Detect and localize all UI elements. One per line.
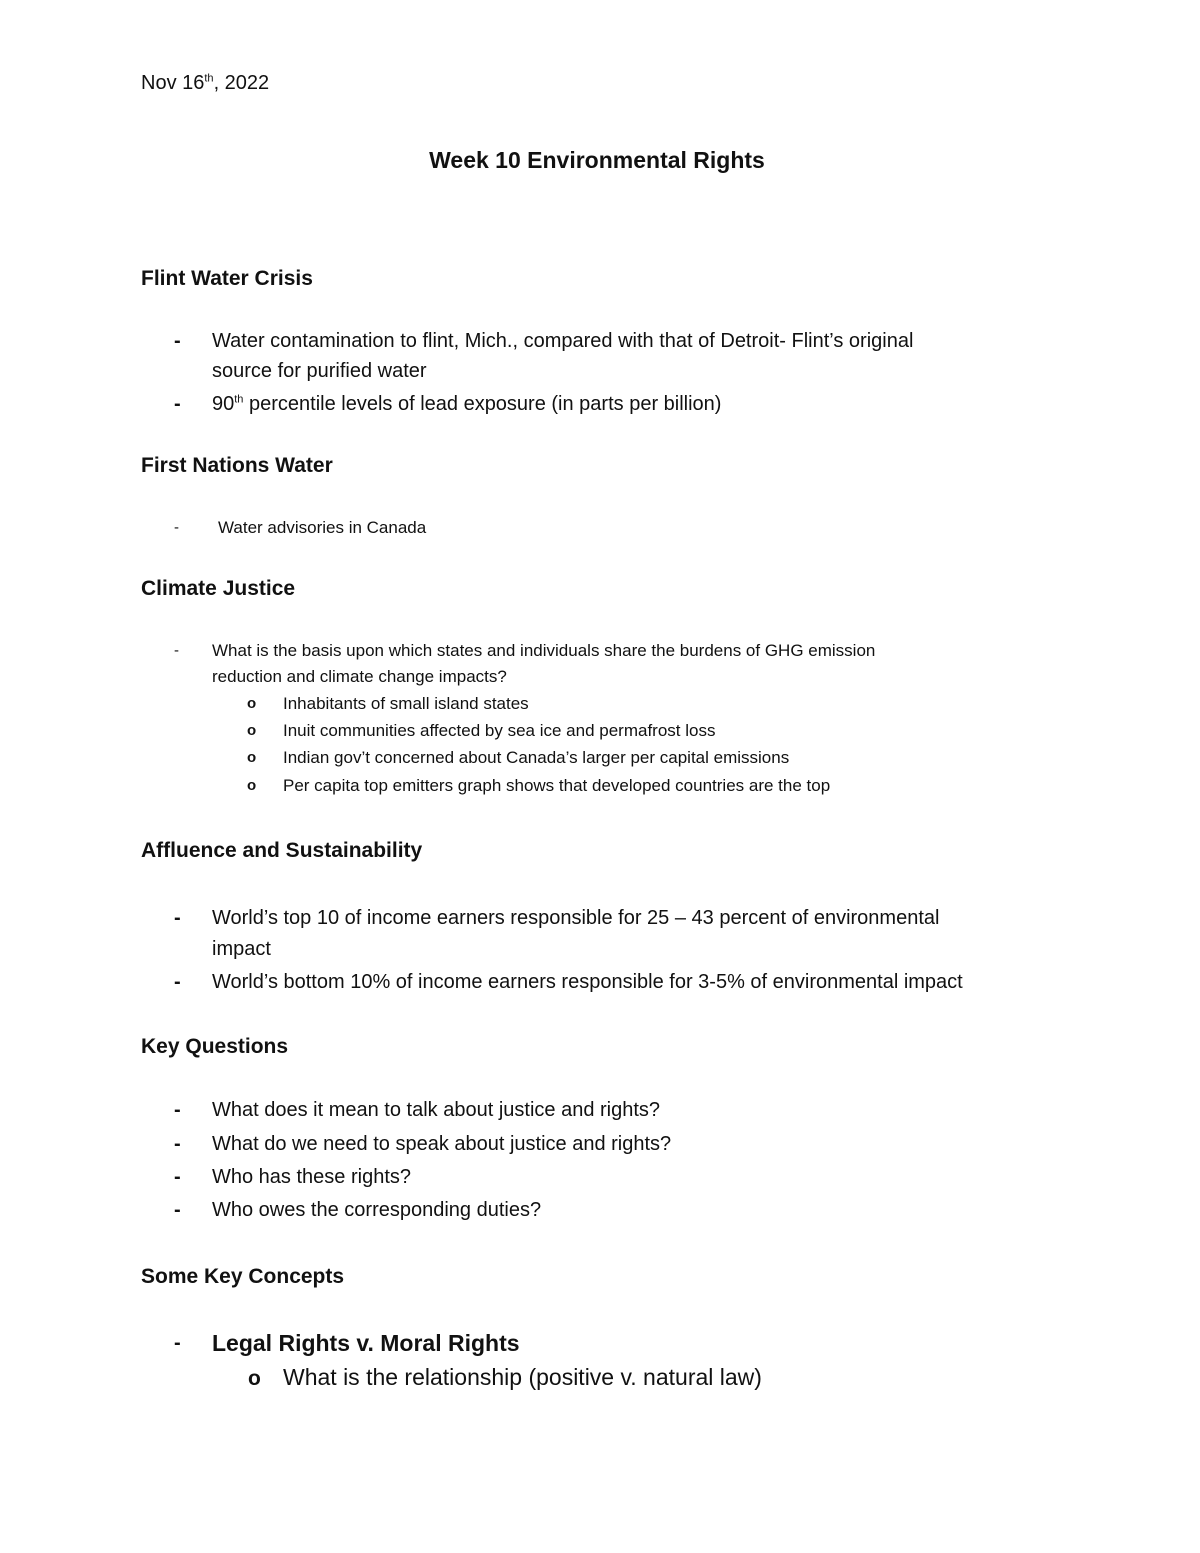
- list-item-continuation: source for purified water: [212, 360, 427, 382]
- bullet-dash: -: [174, 1332, 181, 1354]
- list-item: Water contamination to flint, Mich., compared with that of Detroit- Flint’s original: [212, 330, 914, 352]
- list-item-continuation: reduction and climate change impacts?: [212, 667, 507, 686]
- sub-list-item: Indian gov’t concerned about Canada’s larger per capital emissions: [283, 748, 790, 767]
- heading-some-key-concepts: Some Key Concepts: [141, 1265, 345, 1288]
- list-item-continuation: impact: [212, 938, 271, 960]
- sub-list-item: Per capita top emitters graph shows that developed countries are the top: [283, 776, 831, 795]
- sub-bullet-marker: o: [247, 722, 257, 739]
- heading-flint-water-crisis: Flint Water Crisis: [141, 267, 313, 290]
- bullet-dash: -: [174, 1166, 181, 1188]
- bullet-dash: -: [174, 907, 181, 929]
- list-item: Who has these rights?: [212, 1166, 411, 1188]
- list-item: Who owes the corresponding duties?: [212, 1199, 542, 1221]
- sub-list-item: Inhabitants of small island states: [283, 694, 529, 713]
- heading-affluence-sustainability: Affluence and Sustainability: [141, 839, 423, 862]
- sub-bullet-marker: o: [247, 695, 257, 712]
- bullet-dash: -: [174, 971, 181, 993]
- document-date: Nov 16th, 2022: [141, 72, 270, 94]
- list-item: Legal Rights v. Moral Rights: [212, 1330, 520, 1356]
- document-title: Week 10 Environmental Rights: [429, 147, 765, 173]
- list-item: What do we need to speak about justice and rights?: [212, 1133, 672, 1155]
- sub-list-item: What is the relationship (positive v. natural law): [283, 1364, 762, 1390]
- sub-bullet-marker: o: [248, 1367, 261, 1390]
- list-item: What is the basis upon which states and individuals share the burdens of GHG emission: [212, 641, 876, 660]
- list-item: World’s bottom 10% of income earners responsible for 3-5% of environmental impact: [212, 971, 963, 993]
- bullet-dash: -: [174, 1199, 181, 1221]
- list-item: World’s top 10 of income earners responsible for 25 – 43 percent of environmental: [212, 907, 940, 929]
- heading-climate-justice: Climate Justice: [141, 577, 296, 600]
- sub-bullet-marker: o: [247, 777, 257, 794]
- bullet-dash: -: [174, 1133, 181, 1155]
- bullet-dash: -: [174, 1099, 181, 1121]
- bullet-dash: -: [174, 519, 179, 536]
- list-item: What does it mean to talk about justice and rights?: [212, 1099, 661, 1121]
- heading-first-nations-water: First Nations Water: [141, 454, 333, 477]
- bullet-dash: -: [174, 393, 181, 415]
- bullet-dash: -: [174, 330, 181, 352]
- list-item: 90th percentile levels of lead exposure (in parts per billion): [212, 393, 722, 415]
- sub-list-item: Inuit communities affected by sea ice and permafrost loss: [283, 721, 716, 740]
- sub-bullet-marker: o: [247, 749, 257, 766]
- bullet-dash: -: [174, 642, 179, 659]
- list-item: Water advisories in Canada: [218, 518, 427, 537]
- heading-key-questions: Key Questions: [141, 1035, 289, 1058]
